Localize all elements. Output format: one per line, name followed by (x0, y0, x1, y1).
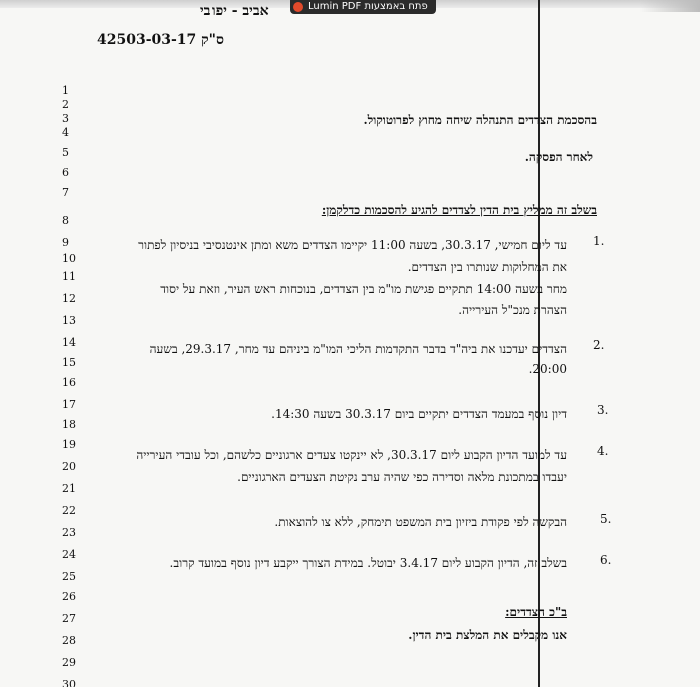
line-number: 19 (62, 438, 76, 451)
counsel-statement: אנו מקבלים את המלצת בית הדין. (408, 628, 567, 642)
line-number: 20 (62, 460, 76, 473)
line-number: 30 (62, 678, 76, 687)
line-number: 22 (62, 504, 76, 517)
item-1-line-3: מחר בשעה 14:00 תתקיים פגישת מו"מ בין הצדדים, בנוכחות ראש העיר, וזאת על יסוד (160, 282, 567, 296)
line-number: 24 (62, 548, 76, 561)
item-3-line-1: דיון נוסף במעמד הצדדים יתקיים ביום 30.3.17 בשעה 14:30. (271, 407, 567, 421)
court-header-left: אביב - יפו (212, 3, 269, 19)
line-number: 21 (62, 482, 76, 495)
item-2-line-1: הצדדים יעדכנו את ביה"ד בדבר התקדמות הליכי המו"מ ביניהם עד מחר, 29.3.17, בשעה (149, 342, 567, 356)
recommendation-heading: בשלב זה ממליץ בית הדין לצדדים להגיע להסכמות כדלקמן: (321, 203, 597, 217)
line-number: 6 (62, 166, 69, 179)
line-number: 29 (62, 656, 76, 669)
line-number: 2 (62, 98, 69, 111)
line-number: 11 (62, 270, 76, 283)
line-number: 16 (62, 376, 76, 389)
item-1-line-1: עד ליום חמישי, 30.3.17, בשעה 11:00 יקיימו הצדדים משא ומתן אינטנסיבי בניסיון לפתור (138, 238, 567, 252)
open-with-lumin-label: פתח באמצעות Lumin PDF (308, 1, 428, 12)
item-number: 2. (593, 338, 605, 352)
lumin-pdf-icon (293, 2, 303, 12)
line-number: 3 (62, 112, 69, 125)
line-number: 1 (62, 84, 69, 97)
item-1-line-4: הצהרת מנכ"ל העירייה. (458, 303, 567, 317)
open-with-lumin-button[interactable] (290, 0, 436, 14)
line-number: 18 (62, 418, 76, 431)
line-number: 17 (62, 398, 76, 411)
item-number: 4. (597, 444, 609, 458)
counsel-heading: ב"כ הצדדים: (505, 605, 567, 619)
item-number: 5. (600, 512, 612, 526)
item-5-line-1: הבקשה לפי פקודת ביזיון בית המשפט תימחק, ללא צו להוצאות. (274, 515, 567, 529)
item-4-line-1: עד למועד הדיון הקבוע ליום 30.3.17, לא יינקטו צעדים ארגוניים כלשהם, וכל עובדי העירייה (136, 448, 567, 462)
item-4-line-2: יעבדו במתכונת מלאה וסדירה כפי שהיה ערב נקיטת הצעדים הארגוניים. (237, 470, 567, 484)
line-number: 7 (62, 186, 69, 199)
line-number: 23 (62, 526, 76, 539)
line-number: 27 (62, 612, 76, 625)
viewer-corner-shade (640, 0, 700, 12)
item-number: 6. (600, 553, 612, 567)
line-number: 10 (62, 252, 76, 265)
line-number: 14 (62, 336, 76, 349)
pause-paragraph: לאחר הפסקה. (524, 150, 593, 164)
item-1-line-2: את המחלוקות שנותרו בין הצדדים. (407, 260, 567, 274)
item-6-line-1: בשלב זה, הדיון הקבוע ליום 3.4.17 יבוטל. במידת הצורך ייקבע דיון נוסף במועד קרוב. (169, 556, 567, 570)
line-number: 9 (62, 236, 69, 249)
line-number: 4 (62, 126, 69, 139)
item-number: 3. (597, 403, 609, 417)
line-number: 28 (62, 634, 76, 647)
intro-paragraph: בהסכמת הצדדים התנהלה שיחה מחוץ לפרוטוקול. (363, 113, 597, 127)
item-2-line-2: 20:00. (528, 362, 567, 376)
line-number: 8 (62, 214, 69, 227)
line-number: 13 (62, 314, 76, 327)
case-number: ס"ק 42503-03-17 (97, 32, 224, 48)
line-number: 25 (62, 570, 76, 583)
line-number: 12 (62, 292, 76, 305)
line-number: 15 (62, 356, 76, 369)
line-number: 5 (62, 146, 69, 159)
item-number: 1. (593, 234, 605, 248)
line-number: 26 (62, 590, 76, 603)
court-header-right: בי (200, 3, 211, 19)
